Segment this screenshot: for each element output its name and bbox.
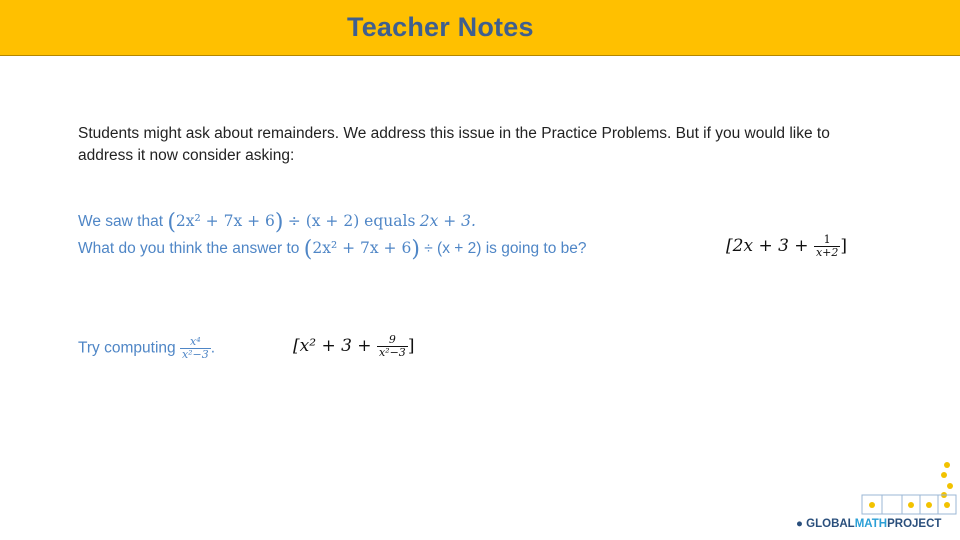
logo-dot	[908, 502, 914, 508]
answer-2-num: 9	[377, 334, 408, 347]
page-title: Teacher Notes	[347, 12, 534, 42]
try-num: x⁴	[180, 336, 211, 349]
logo-dot	[944, 462, 950, 468]
ask-prefix: What do you think the answer to	[78, 240, 300, 257]
logo-text	[796, 518, 941, 530]
logo-dots-graphic	[860, 460, 960, 520]
logo-dot	[947, 483, 953, 489]
logo-part-project: PROJECT	[887, 518, 942, 530]
logo-dot	[944, 502, 950, 508]
intro-line-1: Students might ask about remainders. We address this issue in the Practice Problems. But if you would like to	[78, 125, 830, 142]
saw-divisor: ÷ (x + 2) equals	[287, 212, 416, 230]
answer-1-open: [2x + 3 +	[726, 236, 809, 256]
try-line	[78, 336, 215, 361]
answer-1-close: ]	[840, 236, 848, 256]
try-den: x²−3	[181, 348, 209, 361]
answer-1-den: x+2	[815, 246, 839, 259]
answer-1-num: 1	[814, 234, 840, 247]
logo-part-math: MATH	[854, 518, 888, 530]
answer-2-close: ]	[407, 336, 415, 356]
example-ask-line: What do you think the answer to (2x² + 7x + 6) ÷ (x + 2) is going to be?	[78, 237, 587, 262]
saw-result: 2x + 3.	[419, 212, 476, 230]
ask-expression: 2x² + 7x + 6	[312, 239, 412, 257]
saw-prefix: We saw that	[78, 213, 164, 230]
ask-divisor: ÷ (x + 2) is going to be?	[424, 240, 587, 257]
intro-text	[78, 123, 898, 167]
logo-dot	[926, 502, 932, 508]
logo-dot	[941, 472, 947, 478]
header-bar	[0, 0, 960, 56]
globe-icon: ●	[796, 518, 803, 530]
answer-2-den: x²−3	[378, 346, 406, 359]
answer-1	[726, 234, 847, 259]
try-suffix: .	[210, 339, 216, 357]
saw-expression: 2x² + 7x + 6	[175, 212, 275, 230]
try-prefix: Try computing	[78, 339, 176, 357]
answer-2-fraction	[377, 334, 408, 359]
example-saw-line: We saw that (2x² + 7x + 6) ÷ (x + 2) equals 2x + 3.	[78, 210, 476, 235]
logo-dot	[869, 502, 875, 508]
answer-2-open: [x² + 3 +	[293, 336, 372, 356]
logo-part-global: GLOBAL	[806, 518, 855, 530]
answer-1-fraction	[814, 234, 840, 259]
try-fraction	[180, 336, 211, 361]
answer-2	[293, 334, 414, 359]
intro-line-2: address it now consider asking:	[78, 147, 295, 164]
